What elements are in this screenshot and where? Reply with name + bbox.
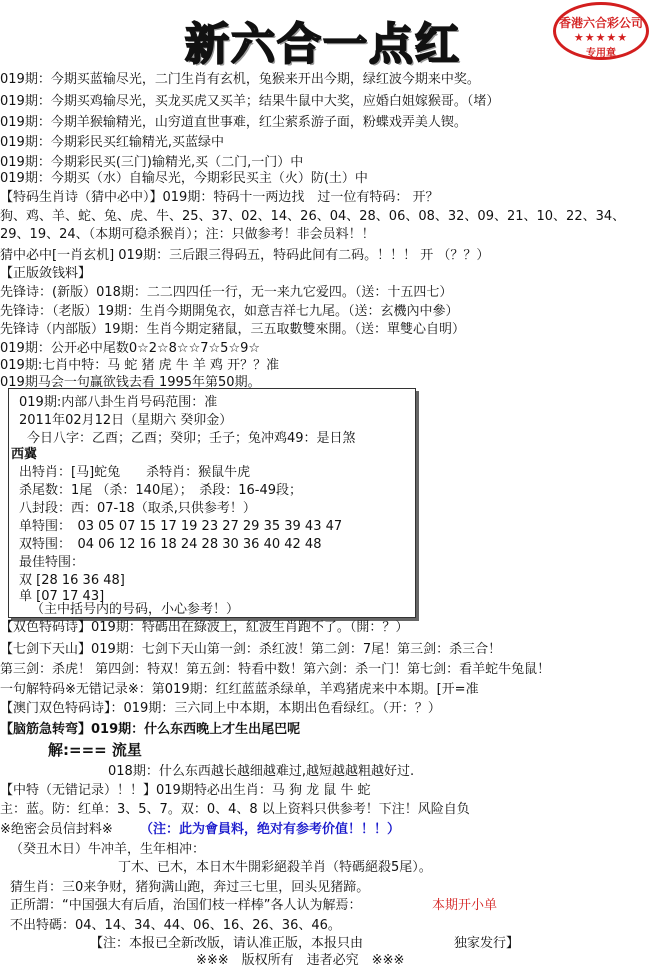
box-line: 双 [28 16 36 48] — [19, 573, 125, 588]
text-line: 019期马会一句赢欲钱去看 1995年第50期。 — [0, 375, 261, 390]
box-line: 2011年02月12日（星期六 癸卯金） — [19, 413, 233, 428]
text-line: 29、19、24、（本期可稳杀猴肖）；注：只做参考！非会员料！！ — [0, 227, 375, 242]
box-line: 单 [07 17 43] — [19, 589, 105, 604]
text-line: 019期：今期买蓝输尽光，二门生肖有玄机，兔猴来开出今期，绿红波今期来中奖。 — [0, 72, 480, 87]
text-line: 【双色特码诗】019期：特碼出在綠波上，紅波生肖跑不了。（開：？） — [0, 620, 409, 635]
riddle-answer: 解:=== 流星 — [48, 741, 142, 759]
text-line: 019期：今期羊猴输精光，山穷道直世事难，红尘萦系游子面，粉蝶戏弄美人锲。 — [0, 115, 467, 130]
text-line: 019期：今期买（水）自输尽光，今期彩民买主（火）防(土）中 — [0, 171, 368, 186]
footer-copyright: ※※※ 版权所有 违者必究 ※※※ — [196, 953, 405, 968]
section-heading: 【正版敛钱料】 — [0, 266, 92, 281]
text-line: 019期：公开必中尾数0☆2☆8☆☆7☆5☆9☆ — [0, 341, 261, 356]
text-line: 正所謂：“中国强大有后盾，治国们枝一样棒”各人认为解焉： — [10, 898, 362, 913]
text-line: 猜中必中[一肖玄机] 019期：三后跟三得码五，特码此间有二码。！！！ 开 （？？） — [0, 248, 490, 263]
bagua-info-box — [8, 388, 416, 618]
box-line: 单特围： 03 05 07 15 17 19 23 27 29 35 39 43 47 — [19, 519, 343, 534]
text-line: 【七剑下天山】019期：七剑下天山第一剑：杀红波！第二剑：7尾！第三剑：杀三合！ — [0, 642, 502, 657]
member-note: （注：此为會員料，绝对有参考价值！！！） — [140, 822, 401, 837]
box-line: 双特围： 04 06 12 16 18 24 28 30 36 40 42 48 — [19, 537, 322, 552]
text-line: 先锋诗：(新版）018期：二二四四任一行，无一来九它爱四。（送：十五四七） — [0, 285, 453, 300]
text-line: 先锋诗：（老版）19期：生肖今期開兔衣，如意吉祥七九尾。（送：玄機內中參） — [0, 304, 459, 319]
box-line: 八封段：西：07-18（取杀,只供参考！） — [19, 501, 256, 516]
text-line: 主：蓝。防：红单：3、5、7。双：0、4、8 以上资料只供参考！下注！风险自负 — [0, 802, 470, 817]
text-line: 第三剑：杀虎！ 第四剑：特双！第五剑：特看中数！第六剑：杀一门！第七剑：看羊蛇牛兔鼠！ — [0, 662, 551, 677]
box-line: （主中括号内的号码，小心参考！） — [31, 602, 240, 617]
text-line: 一句解特码※无错记录※：第019期：红红蓝蓝杀绿单，羊鸡猪虎来中本期。[开=准 — [0, 682, 479, 697]
text-line: ※绝密会员信封料※ — [0, 822, 113, 837]
text-line: 【特码生肖诗（猜中必中）】019期：特码十一两边找 过一位有特码： 开？ — [0, 190, 439, 205]
box-line: 出特肖：[马]蛇兔 杀特肖：猴鼠牛虎 — [19, 465, 251, 480]
stamp-bottom-text: 专用章 — [586, 48, 616, 59]
box-line: 杀尾数：1尾 （杀：140尾）； 杀段：16-49段； — [19, 483, 302, 498]
text-line: 【脑筋急转弯】019期：什么东西晚上才生出尾巴呢 — [0, 722, 301, 737]
box-line: 最佳特围： — [19, 555, 85, 570]
company-seal-stamp — [553, 2, 649, 60]
text-line: 先锋诗（内部版）19期：生肖今期定豬鼠，三五取數雙來開。（送：單雙心自明） — [0, 322, 466, 337]
text-line: 丁木、已木，本日木牛開彩絕殺羊肖（特碼絕殺5尾）。 — [118, 860, 432, 875]
page-title: 新六合一点红 — [185, 19, 461, 70]
text-line: 猜生肖：三0来争财，猪狗满山跑，奔过三七里，回头见猪蹄。 — [10, 880, 370, 895]
text-line: 019期：今期彩民买红输精光,买蓝绿中 — [0, 135, 224, 150]
text-line: 狗、鸡、羊、蛇、兔、虎、牛、25、37、02、14、26、04、28、06、08、32、09、21、10、22、34、 — [0, 209, 626, 224]
text-line: 【澳门双色特码诗】：019期：三六同上中本期，本期出色看绿红。（开：？） — [0, 701, 441, 716]
box-line: 019期:内部八卦生肖号码范围：准 — [19, 395, 218, 410]
box-line: 西冀 — [11, 447, 38, 462]
text-line: 019期：今期彩民买(三门)输精光,买（二门,一门）中 — [0, 155, 304, 170]
text-line: 019期:七肖中特：马 蛇 猪 虎 牛 羊 鸡 开？？准 — [0, 358, 280, 373]
box-line: 今日八字：乙酉；乙酉；癸卯；壬子；兔冲鸡49：是日煞 — [27, 431, 356, 446]
text-line: 019期：今期买鸡输尽光，买龙买虎又买羊；结果牛鼠中大奖，应婚白姐嫁猴哥。（堵） — [0, 94, 500, 109]
stamp-stars: ★★★★★ — [573, 31, 629, 44]
text-line: 【中特（无错记录）！！】019期特必出生肖：马 狗 龙 鼠 牛 蛇 — [0, 783, 371, 798]
footer-notice: 【注：本报已全新改版，请认准正版，本报只由 独家发行】 — [90, 936, 520, 951]
stamp-top-text: 香港六合彩公司 — [558, 16, 643, 30]
text-line: （癸丑木日）牛冲羊，生年相冲： — [10, 842, 206, 857]
text-line: 不出特碼：04、14、34、44、06、16、26、36、46。 — [10, 918, 341, 933]
highlight-small-single: 本期开小单 — [432, 898, 498, 913]
text-line: 018期：什么东西越长越细越难过,越短越越粗越好过. — [108, 764, 415, 779]
